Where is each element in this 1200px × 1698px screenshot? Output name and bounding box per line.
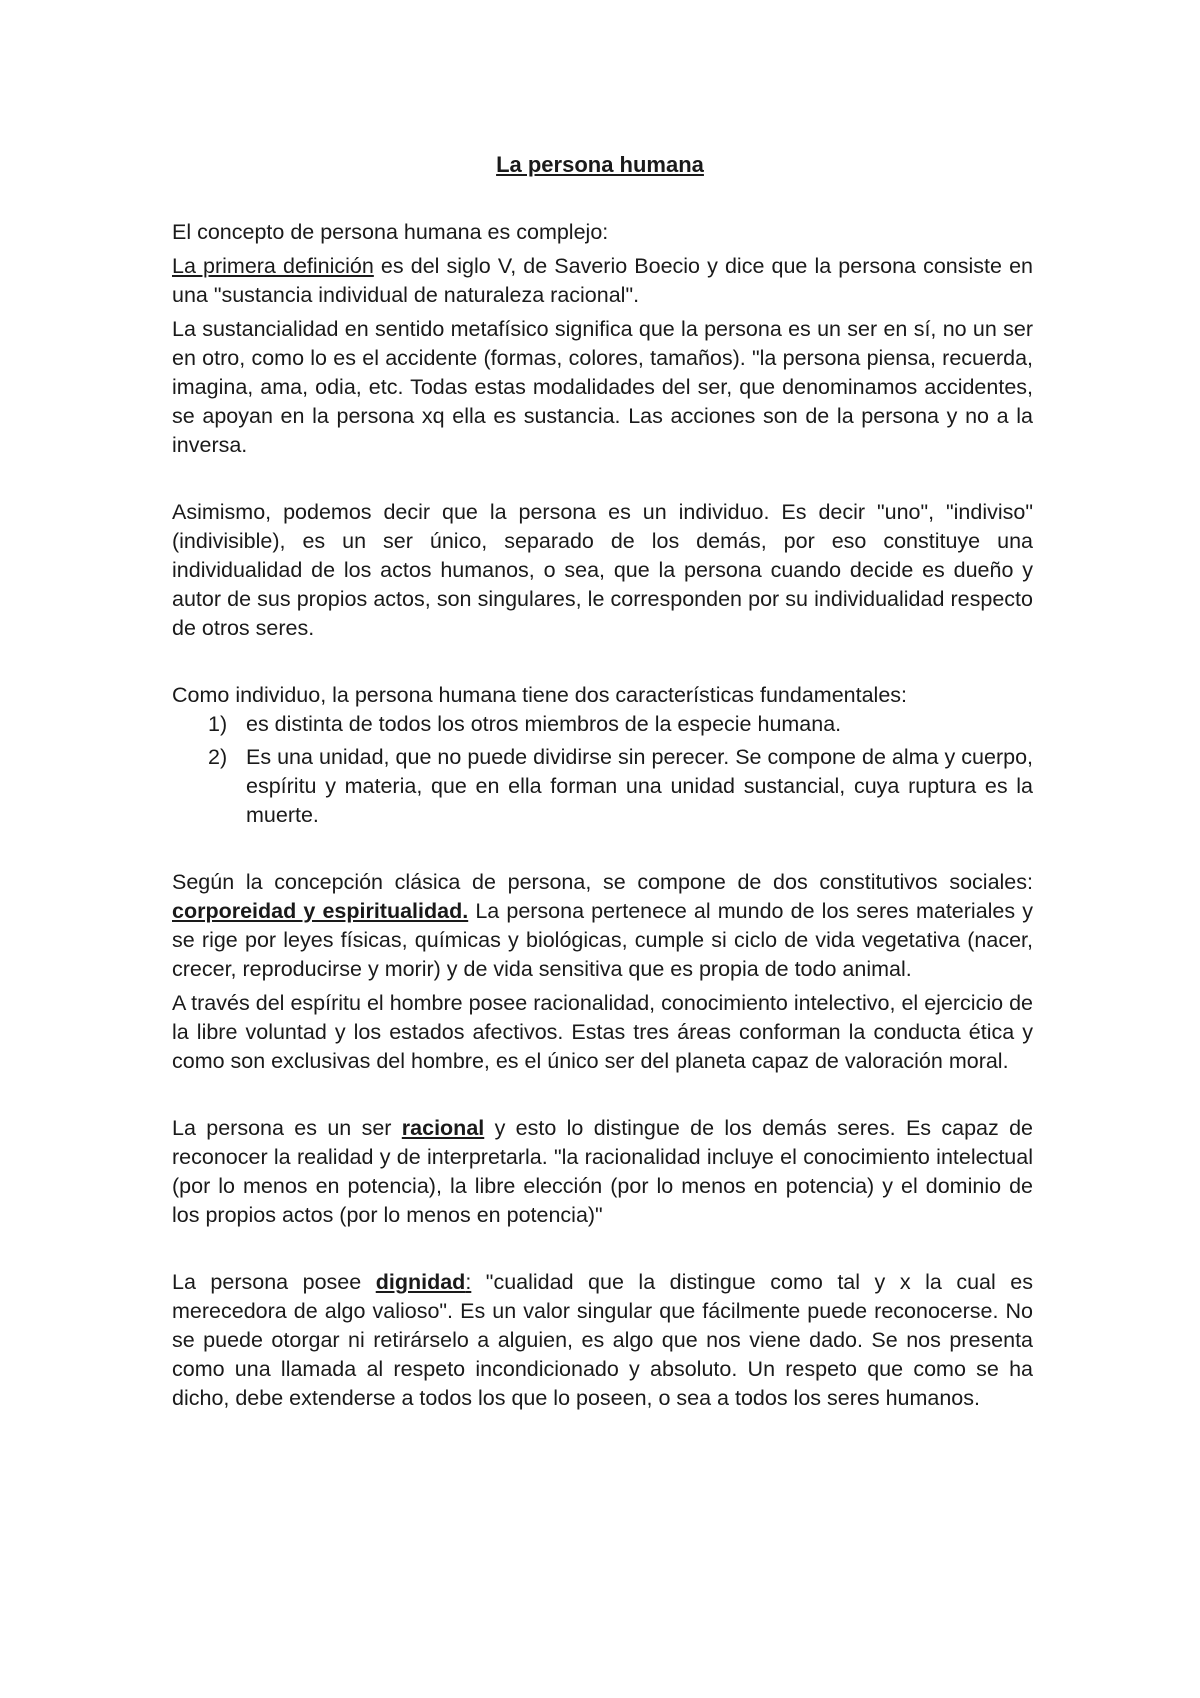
clasica-emphasis: corporeidad y espiritualidad. — [172, 899, 469, 923]
intro-paragraph: El concepto de persona humana es complejo: — [172, 220, 609, 244]
document-title: La persona humana — [496, 152, 704, 177]
dignidad-text-end: "cualidad que la distingue como tal y x la cual es merecedora de algo valioso". Es un valor singular que fácilmente puede reconocerse. No se puede otorgar ni retirárselo a alguien, es algo que nos viene dado. Se nos presenta como una llamada al respeto incondicionado y absoluto. Un respeto que como se ha dicho, debe extenderse a todos los que lo poseen, o sea a todos los seres humanos. — [172, 1270, 1033, 1410]
racional-text-end: y esto lo distingue de los demás seres. Es capaz de reconocer la realidad y de interpretarla. "la racionalidad incluye el conocimiento intelectual (por lo menos en potencia), la libre elección (por lo menos en potencia) y el dominio de los propios actos (por lo menos en potencia)" — [172, 1116, 1034, 1227]
individuo-paragraph: Asimismo, podemos decir que la persona es un individuo. Es decir "uno", "indiviso" (indivisible), es un ser único, separado de los demás, por eso constituye una individualidad de los actos humanos, o sea, que la persona cuando decide es dueño y autor de sus propios actos, son singulares, le corresponden por su individualidad respecto de otros seres. — [172, 500, 1033, 640]
list-item-number: 1) — [208, 712, 228, 736]
concepcion-clasica-paragraph — [172, 868, 1033, 984]
definition-label: La primera definición — [172, 254, 374, 278]
definition-text: es del siglo V, de Saverio Boecio y dice que la persona consiste en una "sustancia individual de naturaleza racional". — [172, 254, 1033, 307]
racional-paragraph — [172, 1114, 1033, 1230]
characteristics-list — [172, 710, 1033, 830]
sustancialidad-paragraph: La sustancialidad en sentido metafísico significa que la persona es un ser en sí, no un ser en otro, como lo es el accidente (formas, colores, tamaños). "la persona piensa, recuerda, imagina, ama, odia, etc. Todas estas modalidades del ser, que denominamos accidentes, se apoyan en la persona xq ella es sustancia. Las acciones son de la persona y no a la inversa. — [172, 317, 1033, 457]
definition-paragraph — [172, 252, 1033, 310]
racional-text-start: La persona es un ser — [172, 1116, 402, 1140]
list-item — [172, 743, 1033, 830]
espiritu-paragraph: A través del espíritu el hombre posee racionalidad, conocimiento intelectivo, el ejercicio de la libre voluntad y los estados afectivos. Estas tres áreas conforman la conducta ética y como son exclusivas del hombre, es el único ser del planeta capaz de valoración moral. — [172, 991, 1033, 1073]
racional-emphasis: racional — [401, 1116, 485, 1140]
clasica-text-start: Según la concepción clásica de persona, se compone de dos constitutivos sociales: — [172, 870, 1033, 894]
list-item-text: es distinta de todos los otros miembros de la especie humana. — [246, 712, 842, 736]
dignidad-text-start: La persona posee — [172, 1270, 376, 1294]
list-item-text: Es una unidad, que no puede dividirse sin perecer. Se compone de alma y cuerpo, espíritu y materia, que en ella forman una unidad sustancial, cuya ruptura es la muerte. — [246, 745, 1033, 827]
dignidad-paragraph — [172, 1268, 1033, 1413]
document-body — [172, 218, 1033, 1413]
dignidad-colon: : — [465, 1270, 472, 1294]
list-item — [172, 710, 1033, 739]
caracteristicas-paragraph: Como individuo, la persona humana tiene dos características fundamentales: — [172, 683, 907, 707]
list-item-number: 2) — [208, 745, 228, 769]
dignidad-emphasis: dignidad — [375, 1270, 466, 1294]
clasica-text-end: La persona pertenece al mundo de los seres materiales y se rige por leyes físicas, químicas y biológicas, cumple si ciclo de vida vegetativa (nacer, crecer, reproducirse y morir) y de vida sensitiva que es propia de todo animal. — [172, 899, 1034, 981]
